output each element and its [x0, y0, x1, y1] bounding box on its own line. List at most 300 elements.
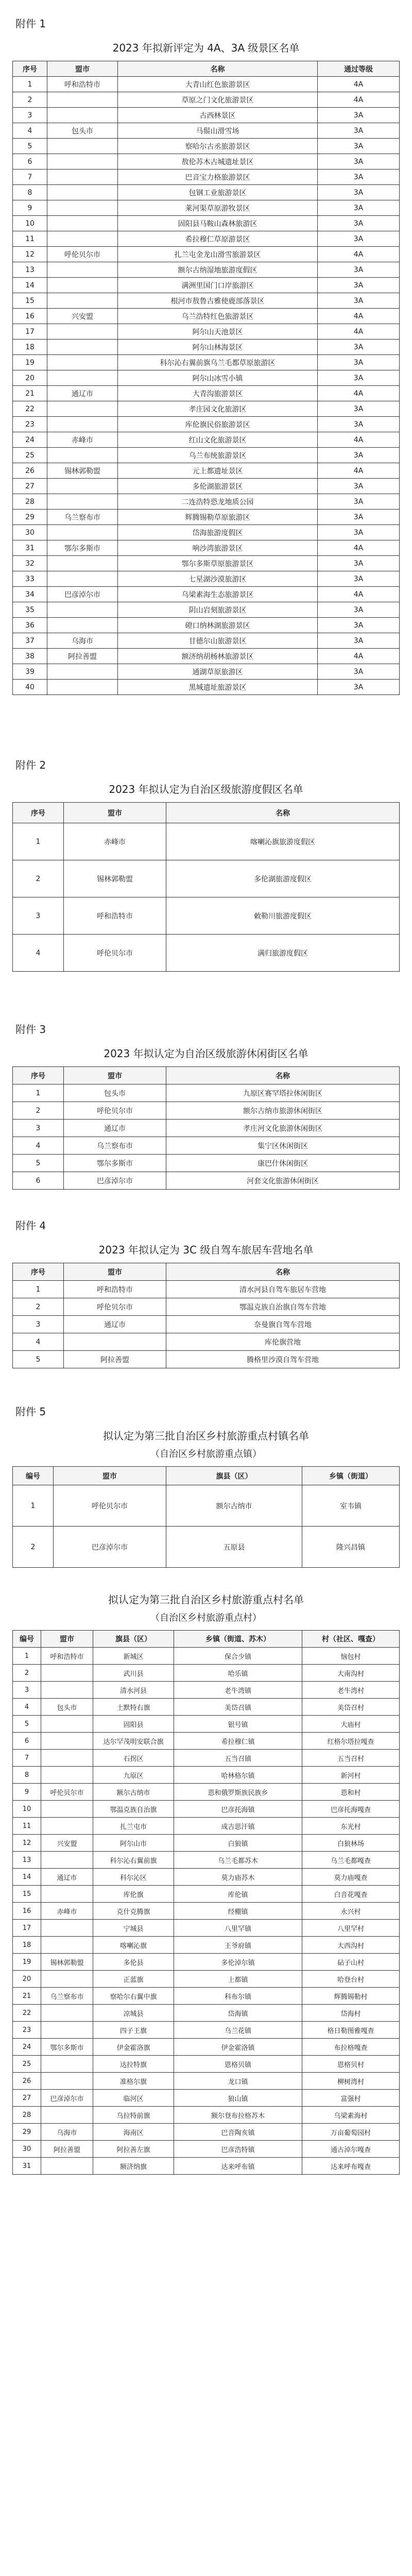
row-level: 3A — [318, 340, 400, 355]
attachment-5-village-rows — [13, 1648, 400, 2175]
row-city: 呼伦贝尔市 — [64, 1102, 166, 1120]
row-county: 额尔古纳市 — [166, 1485, 302, 1527]
table-row — [13, 1682, 400, 1699]
attachment-5-village-title: 拟认定为第三批自治区乡村旅游重点村名单 — [108, 1594, 304, 1606]
row-city: 通辽市 — [41, 1869, 93, 1886]
row-level: 3A — [318, 154, 400, 170]
row-number: 27 — [13, 479, 47, 494]
attachment-1-table — [12, 61, 400, 695]
attachment-5-label: 附件 5 — [15, 1405, 46, 1418]
row-city — [47, 401, 118, 417]
row-town: 美岱召镇 — [174, 1699, 302, 1716]
row-city: 包头市 — [64, 1084, 166, 1102]
row-name: 乌兰浩特红色旅游景区 — [118, 309, 318, 324]
row-number: 4 — [13, 1137, 64, 1155]
table-row — [13, 1937, 400, 1954]
row-city — [47, 479, 118, 494]
row-number: 6 — [13, 1733, 41, 1750]
row-village: 大南沟村 — [302, 1665, 400, 1682]
table-row — [13, 139, 400, 154]
row-town: 巴音陶亥镇 — [174, 2124, 302, 2141]
attachment-4-rows — [13, 1281, 400, 1368]
row-city — [47, 139, 118, 154]
row-number: 31 — [13, 540, 47, 556]
row-number: 4 — [13, 123, 47, 139]
table-row — [13, 386, 400, 401]
row-name: 额济纳胡杨林旅游景区 — [118, 649, 318, 664]
table-row — [13, 510, 400, 525]
row-village: 莫力庙嘎查 — [302, 1869, 400, 1886]
row-city: 赤峰市 — [47, 432, 118, 448]
row-number: 21 — [13, 1988, 41, 2005]
row-village: 通古淖尔嘎查 — [302, 2141, 400, 2158]
row-name: 孝庄园文化旅游区 — [118, 401, 318, 417]
row-level: 3A — [318, 401, 400, 417]
row-town: 达来呼布镇 — [174, 2158, 302, 2175]
attachment-5-title: 拟认定为第三批自治区乡村旅游重点村镇名单 — [103, 1430, 309, 1442]
row-name: 阴山岩刻旅游景区 — [118, 602, 318, 618]
row-city — [47, 293, 118, 309]
row-city: 包头市 — [41, 1699, 93, 1716]
row-name: 包钢工业旅游景区 — [118, 185, 318, 200]
row-town: 莫力庙苏木 — [174, 1869, 302, 1886]
table-row — [13, 355, 400, 370]
row-level: 4A — [318, 247, 400, 262]
table-row — [13, 618, 400, 633]
row-level: 3A — [318, 602, 400, 618]
row-name: 乌兰布统旅游景区 — [118, 448, 318, 463]
row-number: 6 — [13, 1172, 64, 1190]
row-city: 巴彦淖尔市 — [47, 587, 118, 602]
row-county: 土默特右旗 — [93, 1699, 174, 1716]
row-number: 11 — [13, 1818, 41, 1835]
table-row — [13, 1298, 400, 1316]
row-city: 阿拉善盟 — [64, 1351, 166, 1368]
row-level: 3A — [318, 231, 400, 247]
table-row — [13, 479, 400, 494]
row-city: 兴安盟 — [47, 309, 118, 324]
table-header-row — [13, 803, 400, 823]
row-name: 阿尔山林海景区 — [118, 340, 318, 355]
row-level: 3A — [318, 185, 400, 200]
table-header-row — [13, 1263, 400, 1281]
row-city — [47, 355, 118, 370]
table-row — [13, 2073, 400, 2090]
row-number: 30 — [13, 2141, 41, 2158]
row-town: 哈林格尔镇 — [174, 1767, 302, 1784]
row-number: 7 — [13, 170, 47, 185]
table-row — [13, 2056, 400, 2073]
row-city: 呼伦贝尔市 — [41, 1784, 93, 1801]
row-city: 巴彦淖尔市 — [64, 1172, 166, 1190]
row-town: 乌兰花镇 — [174, 2022, 302, 2039]
row-city: 包头市 — [47, 123, 118, 139]
row-name: 孝庄河文化旅游休闲街区 — [166, 1120, 400, 1137]
row-village: 乌兰毛都嘎查 — [302, 1852, 400, 1869]
row-county: 固阳县 — [93, 1716, 174, 1733]
table-row — [13, 1485, 400, 1527]
row-county: 达尔罕茂明安联合旗 — [93, 1733, 174, 1750]
header-level: 通过等级 — [318, 61, 400, 77]
table-row — [13, 1155, 400, 1172]
table-row — [13, 185, 400, 200]
row-city — [41, 1971, 93, 1988]
table-row — [13, 2141, 400, 2158]
row-town: 乌兰毛都苏木 — [174, 1852, 302, 1869]
row-town: 狼山镇 — [174, 2090, 302, 2107]
attachment-4-table — [12, 1263, 400, 1368]
table-row — [13, 1102, 400, 1120]
table-row — [13, 2022, 400, 2039]
row-city — [64, 1333, 166, 1351]
header-no: 序号 — [13, 1263, 64, 1281]
row-city — [47, 494, 118, 510]
row-village: 美岱召村 — [302, 1699, 400, 1716]
row-village: 恩格贝村 — [302, 2056, 400, 2073]
row-town: 巴彦浩特镇 — [174, 2141, 302, 2158]
header-name: 名称 — [166, 803, 400, 823]
attachment-5-village-table — [12, 1630, 400, 2175]
table-row — [13, 417, 400, 432]
row-village: 富强村 — [302, 2090, 400, 2107]
table-row — [13, 897, 400, 935]
row-level: 4A — [318, 324, 400, 340]
row-number: 18 — [13, 340, 47, 355]
table-row — [13, 1801, 400, 1818]
row-city — [47, 370, 118, 386]
attachment-5-town-rows — [13, 1485, 400, 1568]
table-row — [13, 587, 400, 602]
header-town: 乡镇（街道、苏木） — [174, 1631, 302, 1648]
row-village: 乌梁素海村 — [302, 2107, 400, 2124]
row-level: 3A — [318, 633, 400, 649]
row-village: 八里罕村 — [302, 1920, 400, 1937]
row-name: 腾格里沙漠自驾车营地 — [166, 1351, 400, 1368]
header-city: 盟市 — [54, 1467, 166, 1485]
row-city: 乌海市 — [47, 633, 118, 649]
row-number: 34 — [13, 587, 47, 602]
row-city: 乌兰察布市 — [47, 510, 118, 525]
row-city: 巴彦淖尔市 — [41, 2090, 93, 2107]
row-number: 15 — [13, 293, 47, 309]
row-name: 莱河渠草原游牧景区 — [118, 200, 318, 216]
row-name: 磴口纳林湖旅游景区 — [118, 618, 318, 633]
table-row — [13, 2107, 400, 2124]
table-row — [13, 1903, 400, 1920]
row-city: 赤峰市 — [64, 823, 166, 860]
table-header-row — [13, 61, 400, 77]
row-city — [41, 2022, 93, 2039]
row-number: 20 — [13, 370, 47, 386]
row-number: 26 — [13, 2073, 41, 2090]
row-name: 元上都遗址景区 — [118, 463, 318, 479]
row-village: 岱海村 — [302, 2005, 400, 2022]
row-name: 响沙湾旅游景区 — [118, 540, 318, 556]
header-name: 名称 — [166, 1067, 400, 1084]
row-level: 4A — [318, 463, 400, 479]
row-city — [47, 448, 118, 463]
row-number: 2 — [13, 1527, 54, 1568]
row-city — [41, 1733, 93, 1750]
row-town: 老牛湾镇 — [174, 1682, 302, 1699]
table-row — [13, 1120, 400, 1137]
row-name: 敖伦苏木古城遗址景区 — [118, 154, 318, 170]
attachment-5-town-subtitle: （自治区乡村旅游重点镇） — [150, 1449, 262, 1460]
table-row — [13, 77, 400, 92]
table-row — [13, 1886, 400, 1903]
table-header-row — [13, 1631, 400, 1648]
row-name: 希拉穆仁草原游景区 — [118, 231, 318, 247]
row-county: 达拉特旗 — [93, 2056, 174, 2073]
table-row — [13, 123, 400, 139]
row-level: 4A — [318, 92, 400, 108]
row-number: 23 — [13, 417, 47, 432]
row-level: 3A — [318, 571, 400, 587]
row-number: 40 — [13, 680, 47, 695]
row-level: 4A — [318, 309, 400, 324]
row-village: 大西沟村 — [302, 1937, 400, 1954]
row-city — [47, 154, 118, 170]
row-name: 鄂尔多斯草原旅游景区 — [118, 556, 318, 571]
row-number: 3 — [13, 897, 64, 935]
row-city: 锡林郭勒盟 — [47, 463, 118, 479]
row-number: 1 — [13, 1485, 54, 1527]
row-city: 兴安盟 — [41, 1835, 93, 1852]
table-row — [13, 2090, 400, 2107]
header-county: 旗县（区） — [93, 1631, 174, 1648]
table-row — [13, 216, 400, 231]
row-name: 多伦湖旅游度假区 — [166, 860, 400, 897]
row-village: 辉腾锡勒村 — [302, 1988, 400, 2005]
row-name: 喀喇沁旗旅游度假区 — [166, 823, 400, 860]
row-county: 察哈尔右翼中旗 — [93, 1988, 174, 2005]
row-village: 达来呼布嘎查 — [302, 2158, 400, 2175]
row-city — [41, 1937, 93, 1954]
row-city — [41, 1665, 93, 1682]
row-city — [47, 108, 118, 123]
table-row — [13, 1869, 400, 1886]
row-city: 阿拉善盟 — [47, 649, 118, 664]
row-city: 赤峰市 — [41, 1903, 93, 1920]
row-number: 3 — [13, 1682, 41, 1699]
row-name: 根河市敖鲁古雅使鹿部落景区 — [118, 293, 318, 309]
row-number: 24 — [13, 432, 47, 448]
table-row — [13, 1784, 400, 1801]
table-row — [13, 571, 400, 587]
row-town: 王爷府镇 — [174, 1937, 302, 1954]
row-name: 清水河县自驾车旅居车营地 — [166, 1281, 400, 1298]
table-row — [13, 262, 400, 278]
attachment-3-title: 2023 年拟认定为自治区级旅游休闲街区名单 — [104, 1047, 308, 1060]
row-name: 七星湖沙漠旅游区 — [118, 571, 318, 587]
row-number: 4 — [13, 1333, 64, 1351]
row-name: 阿尔山天池景区 — [118, 324, 318, 340]
row-county: 科尔沁区 — [93, 1869, 174, 1886]
row-village: 恩和村 — [302, 1784, 400, 1801]
row-number: 36 — [13, 618, 47, 633]
row-city — [41, 2073, 93, 2090]
row-level: 4A — [318, 432, 400, 448]
row-city — [47, 231, 118, 247]
row-level: 3A — [318, 417, 400, 432]
table-row — [13, 1648, 400, 1665]
table-row — [13, 432, 400, 448]
row-name: 大青沟旅游景区 — [118, 386, 318, 401]
row-city — [47, 185, 118, 200]
row-name: 大青山红色旅游景区 — [118, 77, 318, 92]
row-village: 白狼林场 — [302, 1835, 400, 1852]
row-number: 1 — [13, 77, 47, 92]
row-county: 清水河县 — [93, 1682, 174, 1699]
row-number: 2 — [13, 1298, 64, 1316]
row-city — [41, 2158, 93, 2175]
table-row — [13, 1767, 400, 1784]
attachment-2-table — [12, 802, 400, 972]
row-name: 九原区赛罕塔拉休闲街区 — [166, 1084, 400, 1102]
table-row — [13, 1172, 400, 1190]
header-no: 编号 — [13, 1631, 41, 1648]
row-name: 巴音宝力格旅游景区 — [118, 170, 318, 185]
header-no: 序号 — [13, 1067, 64, 1084]
table-row — [13, 823, 400, 860]
row-number: 10 — [13, 1801, 41, 1818]
table-row — [13, 1835, 400, 1852]
row-name: 古西林景区 — [118, 108, 318, 123]
row-number: 20 — [13, 1971, 41, 1988]
row-name: 多伦湖旅游景区 — [118, 479, 318, 494]
row-county: 新城区 — [93, 1648, 174, 1665]
attachment-5-village-subtitle: （自治区乡村旅游重点村） — [150, 1613, 262, 1623]
row-town: 室韦镇 — [302, 1485, 400, 1527]
table-row — [13, 556, 400, 571]
row-city — [41, 2107, 93, 2124]
row-number: 30 — [13, 525, 47, 540]
row-village: 大庙村 — [302, 1716, 400, 1733]
table-row — [13, 2005, 400, 2022]
row-number: 7 — [13, 1750, 41, 1767]
row-city — [41, 2005, 93, 2022]
row-name: 黑城遗址旅游景区 — [118, 680, 318, 695]
row-city: 乌兰察布市 — [41, 1988, 93, 2005]
row-number: 16 — [13, 1903, 41, 1920]
row-city — [41, 1886, 93, 1903]
row-level: 3A — [318, 494, 400, 510]
row-village: 柳树湾村 — [302, 2073, 400, 2090]
table-row — [13, 1920, 400, 1937]
row-city — [47, 200, 118, 216]
row-number: 5 — [13, 139, 47, 154]
row-town: 巴彦托海镇 — [174, 1801, 302, 1818]
table-row — [13, 170, 400, 185]
table-row — [13, 370, 400, 386]
row-city: 呼伦贝尔市 — [64, 935, 166, 972]
row-county: 五原县 — [166, 1527, 302, 1568]
row-town: 库伦镇 — [174, 1886, 302, 1903]
table-row — [13, 1665, 400, 1682]
table-row — [13, 247, 400, 262]
row-name: 鄂温克族自治旗自驾车营地 — [166, 1298, 400, 1316]
row-city: 呼伦贝尔市 — [47, 247, 118, 262]
header-name: 名称 — [118, 61, 318, 77]
row-county: 额济纳旗 — [93, 2158, 174, 2175]
row-county: 宁城县 — [93, 1920, 174, 1937]
row-number: 32 — [13, 556, 47, 571]
row-number: 19 — [13, 1954, 41, 1971]
row-city: 呼和浩特市 — [41, 1648, 93, 1665]
row-name: 库伦旗营地 — [166, 1333, 400, 1351]
row-name: 乌梁素海生态旅游景区 — [118, 587, 318, 602]
row-city: 乌兰察布市 — [64, 1137, 166, 1155]
row-name: 康巴什休闲街区 — [166, 1155, 400, 1172]
row-city: 呼伦贝尔市 — [64, 1298, 166, 1316]
row-city — [47, 340, 118, 355]
table-row — [13, 1733, 400, 1750]
attachment-3-rows — [13, 1084, 400, 1190]
table-row — [13, 2124, 400, 2141]
row-city — [47, 602, 118, 618]
row-county: 克什克腾旗 — [93, 1903, 174, 1920]
row-name: 库伦旗民俗旅游景区 — [118, 417, 318, 432]
row-name: 扎兰屯金龙山滑雪旅游景区 — [118, 247, 318, 262]
row-town: 白狼镇 — [174, 1835, 302, 1852]
row-county: 海南区 — [93, 2124, 174, 2141]
row-number: 2 — [13, 92, 47, 108]
row-name: 敕勒川旅游度假区 — [166, 897, 400, 935]
row-number: 18 — [13, 1937, 41, 1954]
row-level: 4A — [318, 386, 400, 401]
header-city: 盟市 — [41, 1631, 93, 1648]
row-number: 3 — [13, 1120, 64, 1137]
row-city — [47, 618, 118, 633]
row-level: 3A — [318, 680, 400, 695]
row-city — [41, 1818, 93, 1835]
row-county: 伊金霍洛旗 — [93, 2039, 174, 2056]
table-row — [13, 1333, 400, 1351]
row-level: 3A — [318, 618, 400, 633]
row-city — [41, 1801, 93, 1818]
row-number: 4 — [13, 1699, 41, 1716]
attachment-2-rows — [13, 823, 400, 972]
table-row — [13, 278, 400, 293]
table-row — [13, 1988, 400, 2005]
row-level: 3A — [318, 262, 400, 278]
row-number: 1 — [13, 1648, 41, 1665]
row-village: 巴彦托海嘎查 — [302, 1801, 400, 1818]
attachment-2-label: 附件 2 — [15, 759, 46, 771]
row-town: 经棚镇 — [174, 1903, 302, 1920]
header-no: 序号 — [13, 803, 64, 823]
row-county: 临河区 — [93, 2090, 174, 2107]
row-town: 银号镇 — [174, 1716, 302, 1733]
row-town: 岱海镇 — [174, 2005, 302, 2022]
row-number: 2 — [13, 1665, 41, 1682]
row-city: 通辽市 — [64, 1316, 166, 1333]
row-city — [47, 556, 118, 571]
row-level: 3A — [318, 108, 400, 123]
table-row — [13, 340, 400, 355]
row-city — [41, 1920, 93, 1937]
table-row — [13, 649, 400, 664]
row-number: 23 — [13, 2022, 41, 2039]
row-town: 成吉思汗镇 — [174, 1818, 302, 1835]
table-row — [13, 494, 400, 510]
table-row — [13, 324, 400, 340]
row-name: 红山文化旅游景区 — [118, 432, 318, 448]
row-name: 甘德尔山旅游景区 — [118, 633, 318, 649]
table-row — [13, 1818, 400, 1835]
row-number: 17 — [13, 324, 47, 340]
row-village: 白音花嘎查 — [302, 1886, 400, 1903]
